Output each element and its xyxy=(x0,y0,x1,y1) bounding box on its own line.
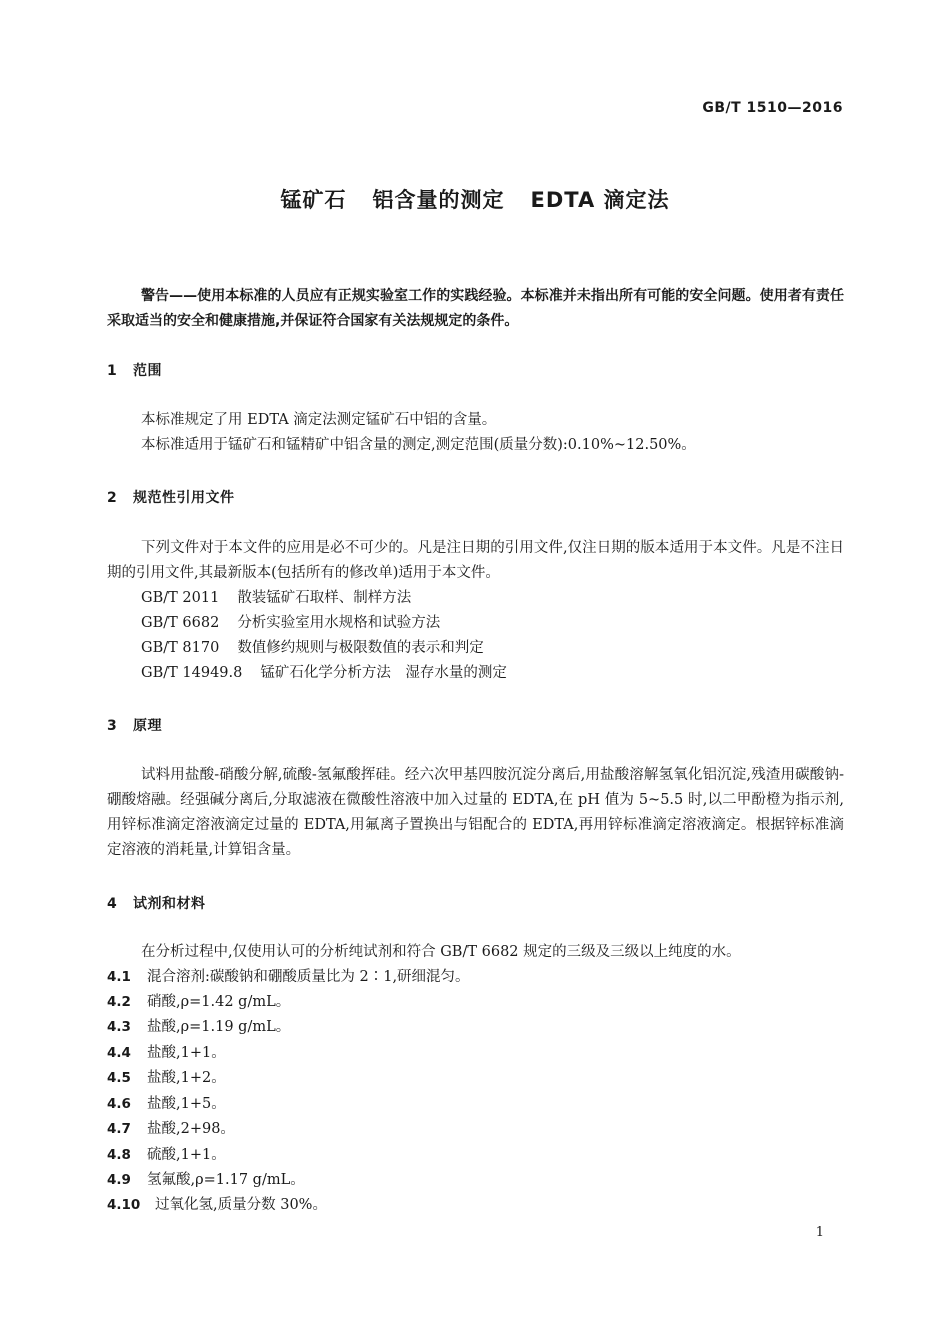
reference-code: GB/T 2011 xyxy=(141,590,220,606)
reference-item xyxy=(107,611,844,636)
page-number: 1 xyxy=(815,1225,824,1240)
item-number: 4.5 xyxy=(107,1070,131,1086)
reagent-item xyxy=(107,990,290,1015)
paragraph: 下列文件对于本文件的应用是必不可少的。凡是注日期的引用文件,仅注日期的版本适用于本文件。凡是不注日期的引用文件,其最新版本(包括所有的修改单)适用于本文件。 xyxy=(107,540,844,581)
reference-item xyxy=(107,586,844,611)
item-number: 4.3 xyxy=(107,1019,131,1035)
section-title: 原理 xyxy=(133,718,162,734)
reference-code: GB/T 6682 xyxy=(141,615,220,631)
reagent-item xyxy=(107,1092,226,1117)
reference-title: 数值修约规则与极限数值的表示和判定 xyxy=(237,640,484,656)
section-number: 2 xyxy=(107,490,118,506)
document-title xyxy=(0,184,950,214)
reagent-item xyxy=(107,1041,226,1066)
section-1-body xyxy=(107,408,844,458)
item-text: 硝酸,ρ=1.42 g/mL。 xyxy=(147,994,291,1010)
reagent-item xyxy=(107,1193,327,1218)
section-title: 试剂和材料 xyxy=(133,896,206,912)
reagent-item xyxy=(107,1168,305,1193)
section-title: 范围 xyxy=(133,363,162,379)
paragraph: 本标准规定了用 EDTA 滴定法测定锰矿石中铝的含量。 xyxy=(141,412,497,428)
reagent-item xyxy=(107,1143,226,1168)
section-number: 3 xyxy=(107,718,118,734)
item-number: 4.6 xyxy=(107,1096,131,1112)
item-text: 硫酸,1+1。 xyxy=(147,1147,226,1163)
standard-number: GB/T 1510—2016 xyxy=(702,100,843,116)
item-number: 4.4 xyxy=(107,1045,131,1061)
item-number: 4.10 xyxy=(107,1197,141,1213)
section-3-body xyxy=(107,763,844,863)
reagent-item xyxy=(107,1015,290,1040)
section-1-heading xyxy=(107,360,162,380)
reference-item xyxy=(107,636,844,661)
section-title: 规范性引用文件 xyxy=(133,490,235,506)
item-text: 过氧化氢,质量分数 30%。 xyxy=(155,1197,327,1213)
reference-title: 散装锰矿石取样、制样方法 xyxy=(237,590,412,606)
title-part-2: 铝含量的测定 xyxy=(372,188,505,212)
title-part-1: 锰矿石 xyxy=(280,188,347,212)
item-number: 4.7 xyxy=(107,1121,131,1137)
item-text: 氢氟酸,ρ=1.17 g/mL。 xyxy=(147,1172,305,1188)
item-number: 4.2 xyxy=(107,994,131,1010)
reference-code: GB/T 14949.8 xyxy=(141,665,243,681)
section-3-heading xyxy=(107,715,162,735)
title-part-3: EDTA 滴定法 xyxy=(530,188,670,212)
item-text: 盐酸,ρ=1.19 g/mL。 xyxy=(147,1019,291,1035)
item-number: 4.1 xyxy=(107,969,131,985)
paragraph: 本标准适用于锰矿石和锰精矿中铝含量的测定,测定范围(质量分数):0.10%~12.50%。 xyxy=(141,437,696,453)
paragraph: 试料用盐酸-硝酸分解,硫酸-氢氟酸挥硅。经六次甲基四胺沉淀分离后,用盐酸溶解氢氧化铝沉淀,残渣用碳酸钠-硼酸熔融。经强碱分离后,分取滤液在微酸性溶液中加入过量的 EDTA,在 pH 值为 5~5.5 时,以二甲酚橙为指示剂,用锌标准滴定溶液滴定过量的 EDTA,用氟离子置换出与铝配合的 EDTA,再用锌标准滴定溶液滴定。根据锌标准滴定溶液的消耗量,计算铝含量。 xyxy=(107,767,844,858)
reference-item xyxy=(107,661,844,686)
section-4-intro xyxy=(107,940,844,965)
paragraph: 在分析过程中,仅使用认可的分析纯试剂和符合 GB/T 6682 规定的三级及三级以上纯度的水。 xyxy=(141,944,741,960)
item-number: 4.9 xyxy=(107,1172,131,1188)
reagent-item xyxy=(107,1117,235,1142)
warning-paragraph: 警告——使用本标准的人员应有正规实验室工作的实践经验。本标准并未指出所有可能的安全问题。使用者有责任采取适当的安全和健康措施,并保证符合国家有关法规规定的条件。 xyxy=(107,288,844,329)
reagent-item xyxy=(107,1066,226,1091)
item-text: 盐酸,2+98。 xyxy=(147,1121,235,1137)
reference-title: 分析实验室用水规格和试验方法 xyxy=(237,615,441,631)
item-text: 盐酸,1+5。 xyxy=(147,1096,226,1112)
item-number: 4.8 xyxy=(107,1147,131,1163)
reference-code: GB/T 8170 xyxy=(141,640,220,656)
reagent-item xyxy=(107,965,470,990)
item-text: 盐酸,1+1。 xyxy=(147,1045,226,1061)
section-number: 4 xyxy=(107,896,118,912)
reference-title: 锰矿石化学分析方法 湿存水量的测定 xyxy=(260,665,507,681)
item-text: 盐酸,1+2。 xyxy=(147,1070,226,1086)
section-2-body xyxy=(107,536,844,686)
section-2-heading xyxy=(107,487,235,507)
section-number: 1 xyxy=(107,363,118,379)
item-text: 混合溶剂:碳酸钠和硼酸质量比为 2∶1,研细混匀。 xyxy=(147,969,470,985)
section-4-heading xyxy=(107,893,206,913)
